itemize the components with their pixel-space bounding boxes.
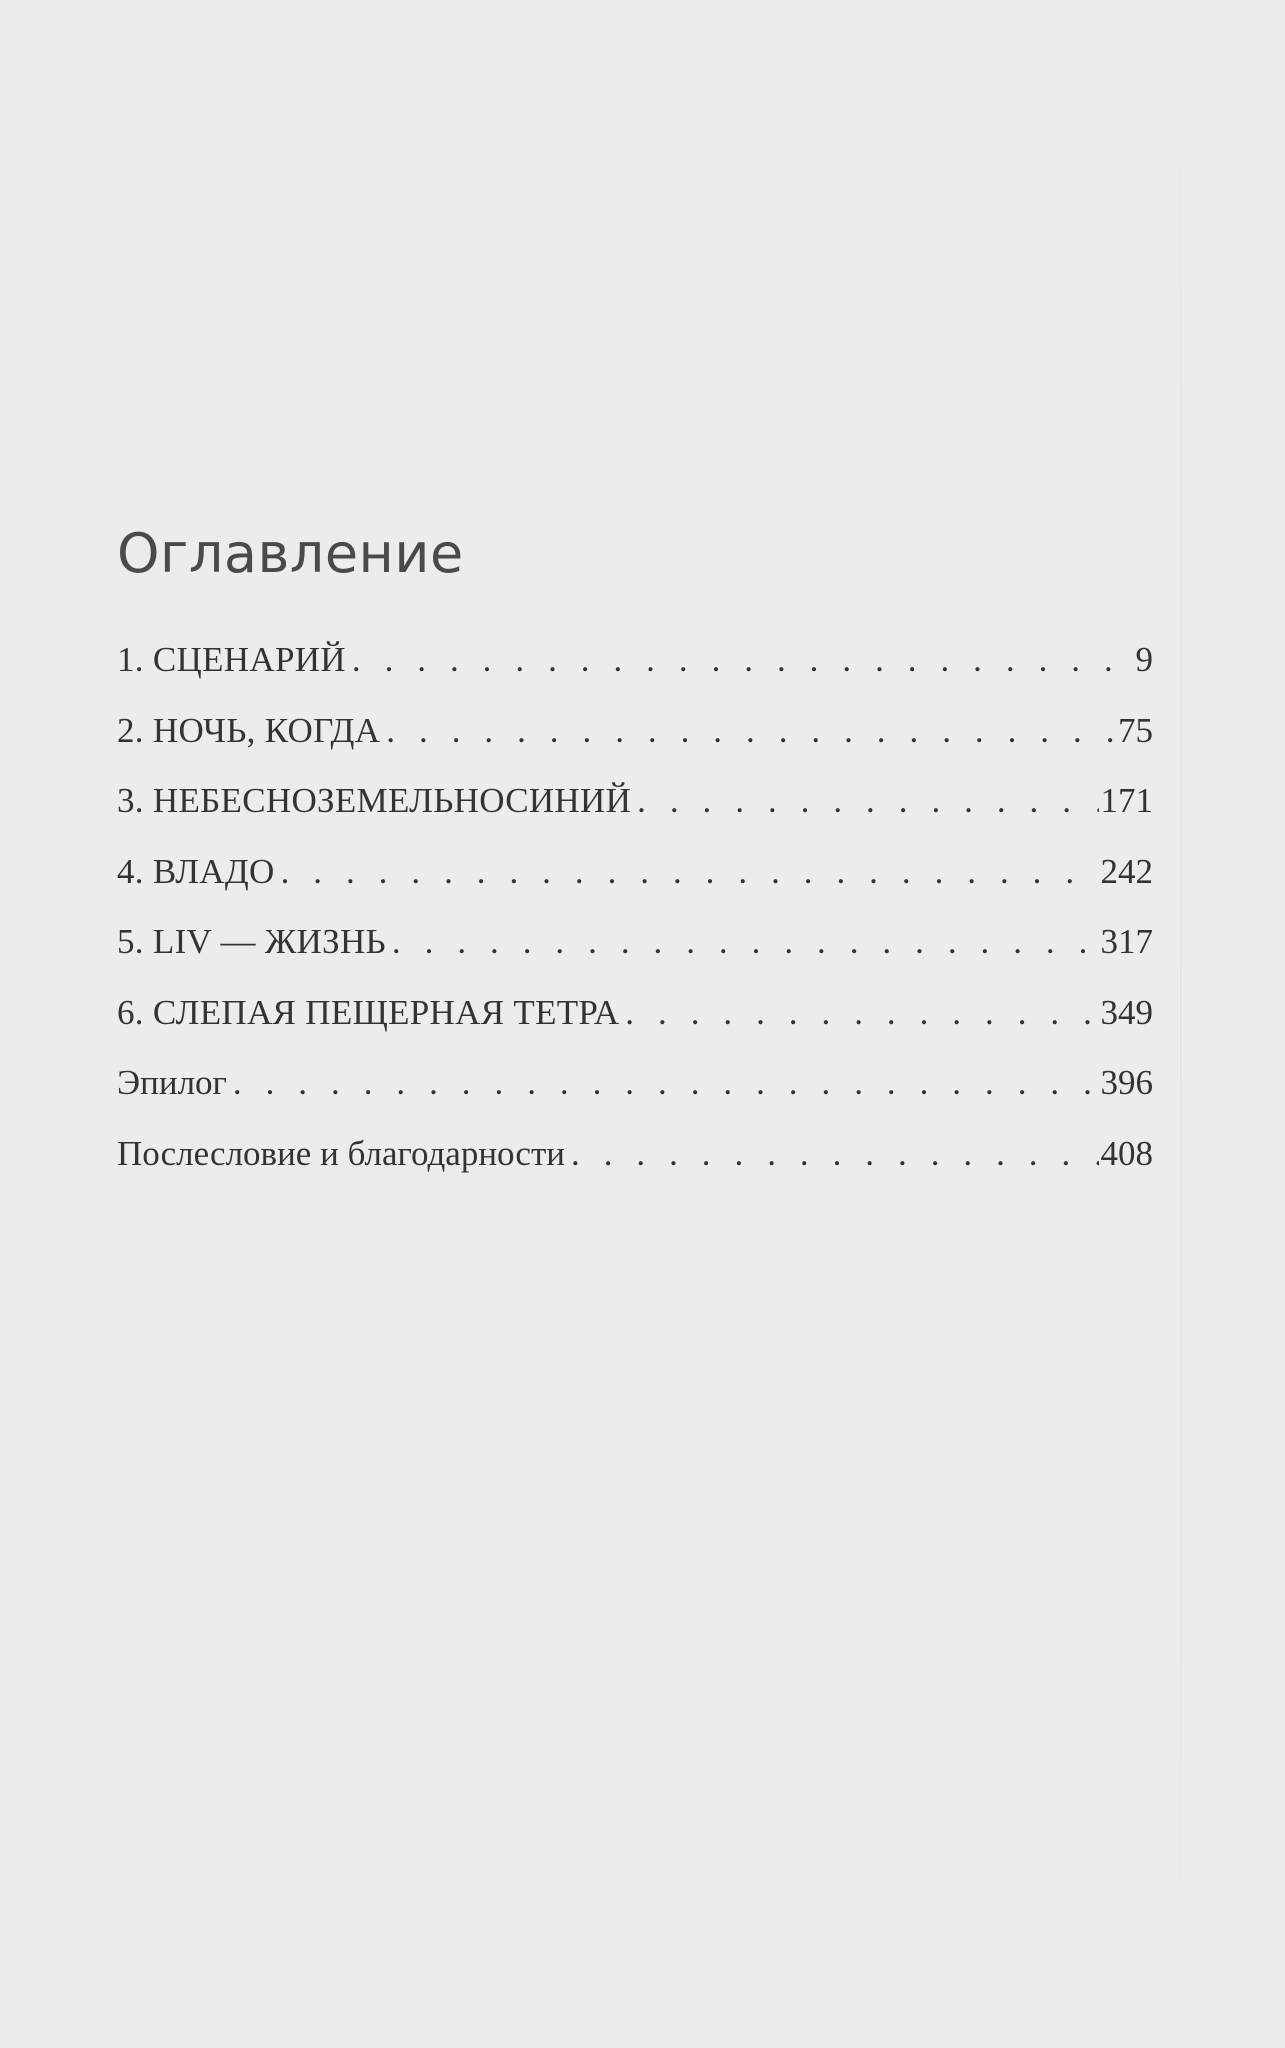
toc-entry [117,993,1153,1064]
dot-leader [392,922,1099,962]
toc-entry-label: 5. LIV — ЖИЗНЬ [117,922,386,961]
dot-leader [386,711,1116,751]
dot-leader [637,781,1098,821]
toc-entry-label: Послесловие и благодарности [117,1133,565,1173]
dot-leader [625,993,1098,1033]
page-edge-shadow [1180,0,1182,2048]
toc-list [117,640,1153,1204]
toc-entry-page: 408 [1100,1133,1153,1173]
toc-entry [117,852,1153,923]
toc-entry-label: Эпилог [117,1063,227,1102]
dot-leader [233,1063,1099,1103]
toc-entry-label: 6. СЛЕПАЯ ПЕЩЕРНАЯ ТЕТРА [117,992,620,1032]
toc-entry-label: 4. ВЛАДО [117,851,275,891]
toc-entry-label: 1. СЦЕНАРИЙ [117,640,346,679]
toc-entry-page: 349 [1100,992,1153,1032]
toc-entry [117,1134,1153,1205]
toc-entry-page: 396 [1100,1063,1153,1102]
toc-entry-label: 2. НОЧЬ, КОГДА [117,710,381,750]
dot-leader [352,640,1134,680]
toc-entry-page: 75 [1118,710,1153,750]
toc-entry [117,922,1153,993]
toc-entry [117,1063,1153,1134]
toc-entry-page: 242 [1100,851,1153,891]
toc-entry-page: 317 [1100,922,1153,961]
toc-title: Оглавление [117,522,464,585]
dot-leader [571,1134,1099,1174]
toc-entry-page: 171 [1100,781,1153,820]
dot-leader [281,852,1099,892]
toc-entry [117,640,1153,711]
toc-entry [117,781,1153,852]
toc-entry-label: 3. НЕБЕСНОЗЕМЕЛЬНОСИНИЙ [117,781,632,820]
toc-entry-page: 9 [1135,640,1153,679]
toc-entry [117,711,1153,782]
